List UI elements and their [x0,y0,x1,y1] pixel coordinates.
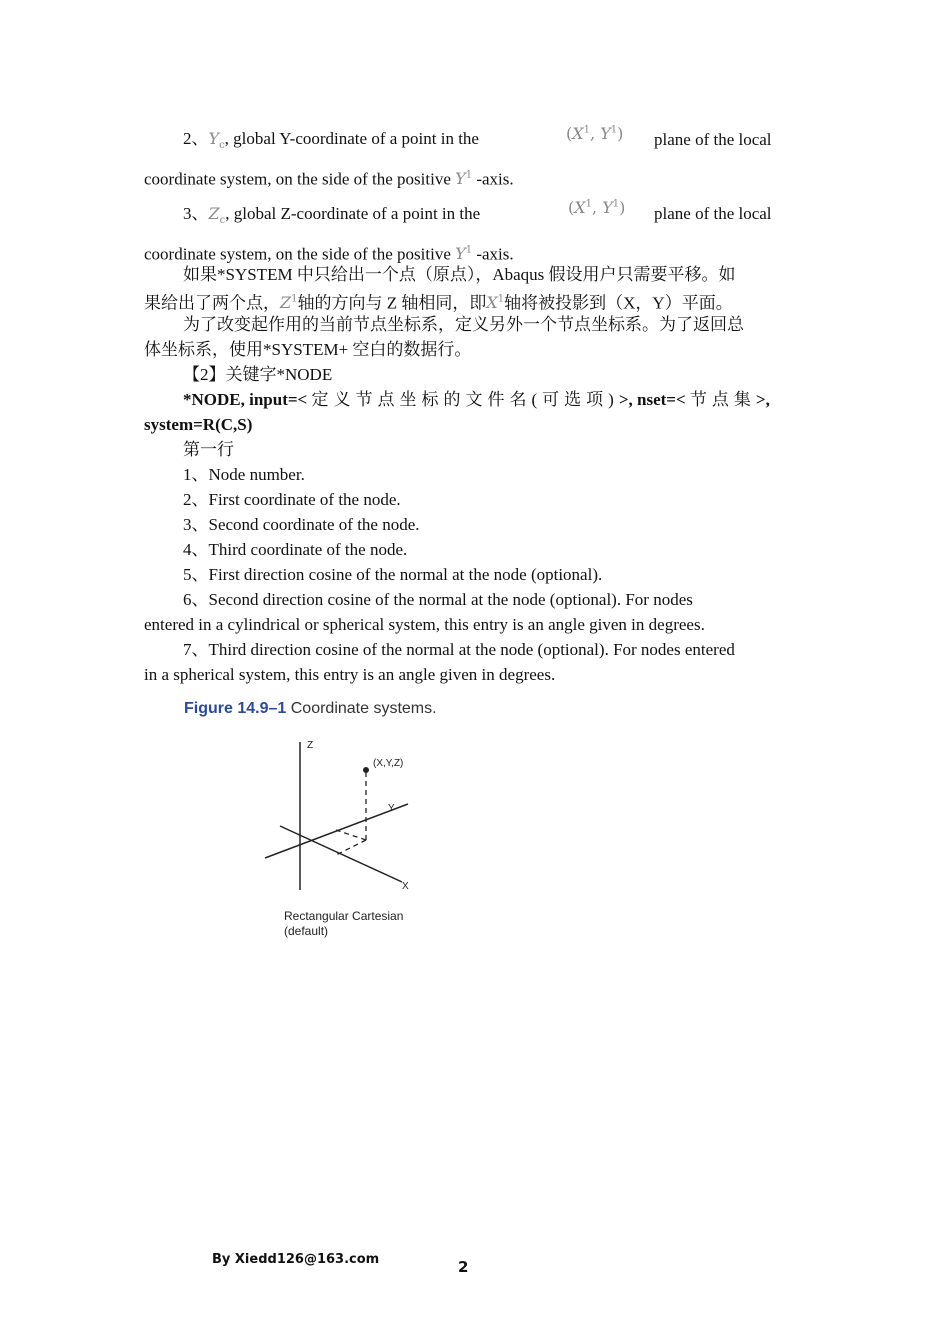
item-yc-text: , global Y-coordinate of a point in the [224,129,479,148]
figure-caption [184,700,437,718]
list-item: 6、Second direction cosine of the normal at the node (optional). For nodes [183,590,693,609]
list-item: 4、Third coordinate of the node. [183,540,408,559]
first-line-label: 第一行 [183,440,234,459]
list-item-continuation: in a spherical system, this entry is an angle given in degrees. [144,665,556,684]
paragraph-1-line2: 果给出了两个点，$Z^1$轴的方向与 Z 轴相同，即$X^1$轴将被投影到（X，Y）平面。 [144,293,733,313]
paragraph-2-line1: 为了改变起作用的当前节点坐标系，定义另外一个节点坐标系。为了返回总 [183,315,744,334]
point-label: (X,Y,Z) [373,758,404,769]
item-yc-line1 [183,128,479,157]
figure-subcaption-line2: (default) [284,924,329,938]
item-zc-line1: 3、$Z_c$, global Z-coordinate of a point in the [183,204,481,227]
paragraph-1-line1: 如果*SYSTEM 中只给出一个点（原点），Abaqus 假设用户只需要平移。如 [183,265,736,284]
item-zc-after: plane of the local [654,204,772,223]
list-item: 1、Node number. [183,465,305,484]
list-item: 3、Second coordinate of the node. [183,515,420,534]
axis-label-y: Y [388,803,395,814]
projection-line-x [336,830,366,840]
keyword-syntax-line1: *NODE, input=< 定义节点坐标的文件名(可选项)>, nset=< 节点集>, [183,390,770,409]
figure-title: Coordinate systems. [290,700,437,717]
projection-line-y [336,840,366,855]
y-axis-line [265,804,408,858]
x-axis-line [280,826,402,882]
list-item: 2、First coordinate of the node. [183,490,401,509]
list-item-continuation: entered in a cylindrical or spherical system, this entry is an angle given in degrees. [144,615,705,634]
figure-subcaption-line1: Rectangular Cartesian [284,909,404,923]
section-heading: 【2】关键字*NODE [183,365,333,384]
zc-symbol: $Z_c$ [208,204,226,227]
item-yc-prefix: 2、 [183,129,209,148]
point-marker [363,767,369,773]
axis-label-z: Z [307,740,314,751]
axis-label-x: X [402,881,409,892]
item-yc-line2: coordinate system, on the side of the positive $Y^1$ -axis. [144,169,514,189]
list-item: 5、First direction cosine of the normal at the node (optional). [183,565,603,584]
yc-symbol: $Y_c$ [208,129,225,152]
figure-number: Figure 14.9–1 [184,700,287,717]
page-number: 2 [458,1258,469,1276]
yc-plane-tuple: ($X^1$, $Y^1$) [566,124,624,143]
item-yc-after: plane of the local [654,130,772,149]
item-zc-line2: coordinate system, on the side of the positive $Y^1$ -axis. [144,244,514,264]
footer-author: By Xiedd126@163.com [212,1252,380,1267]
keyword-syntax-line2: system=R(C,S) [144,415,253,434]
list-item: 7、Third direction cosine of the normal at the node (optional). For nodes entered [183,640,735,659]
paragraph-2-line2: 体坐标系，使用*SYSTEM+ 空白的数据行。 [144,340,472,359]
coordinate-system-figure [250,730,450,950]
zc-plane-tuple: ($X^1$, $Y^1$) [568,198,626,217]
